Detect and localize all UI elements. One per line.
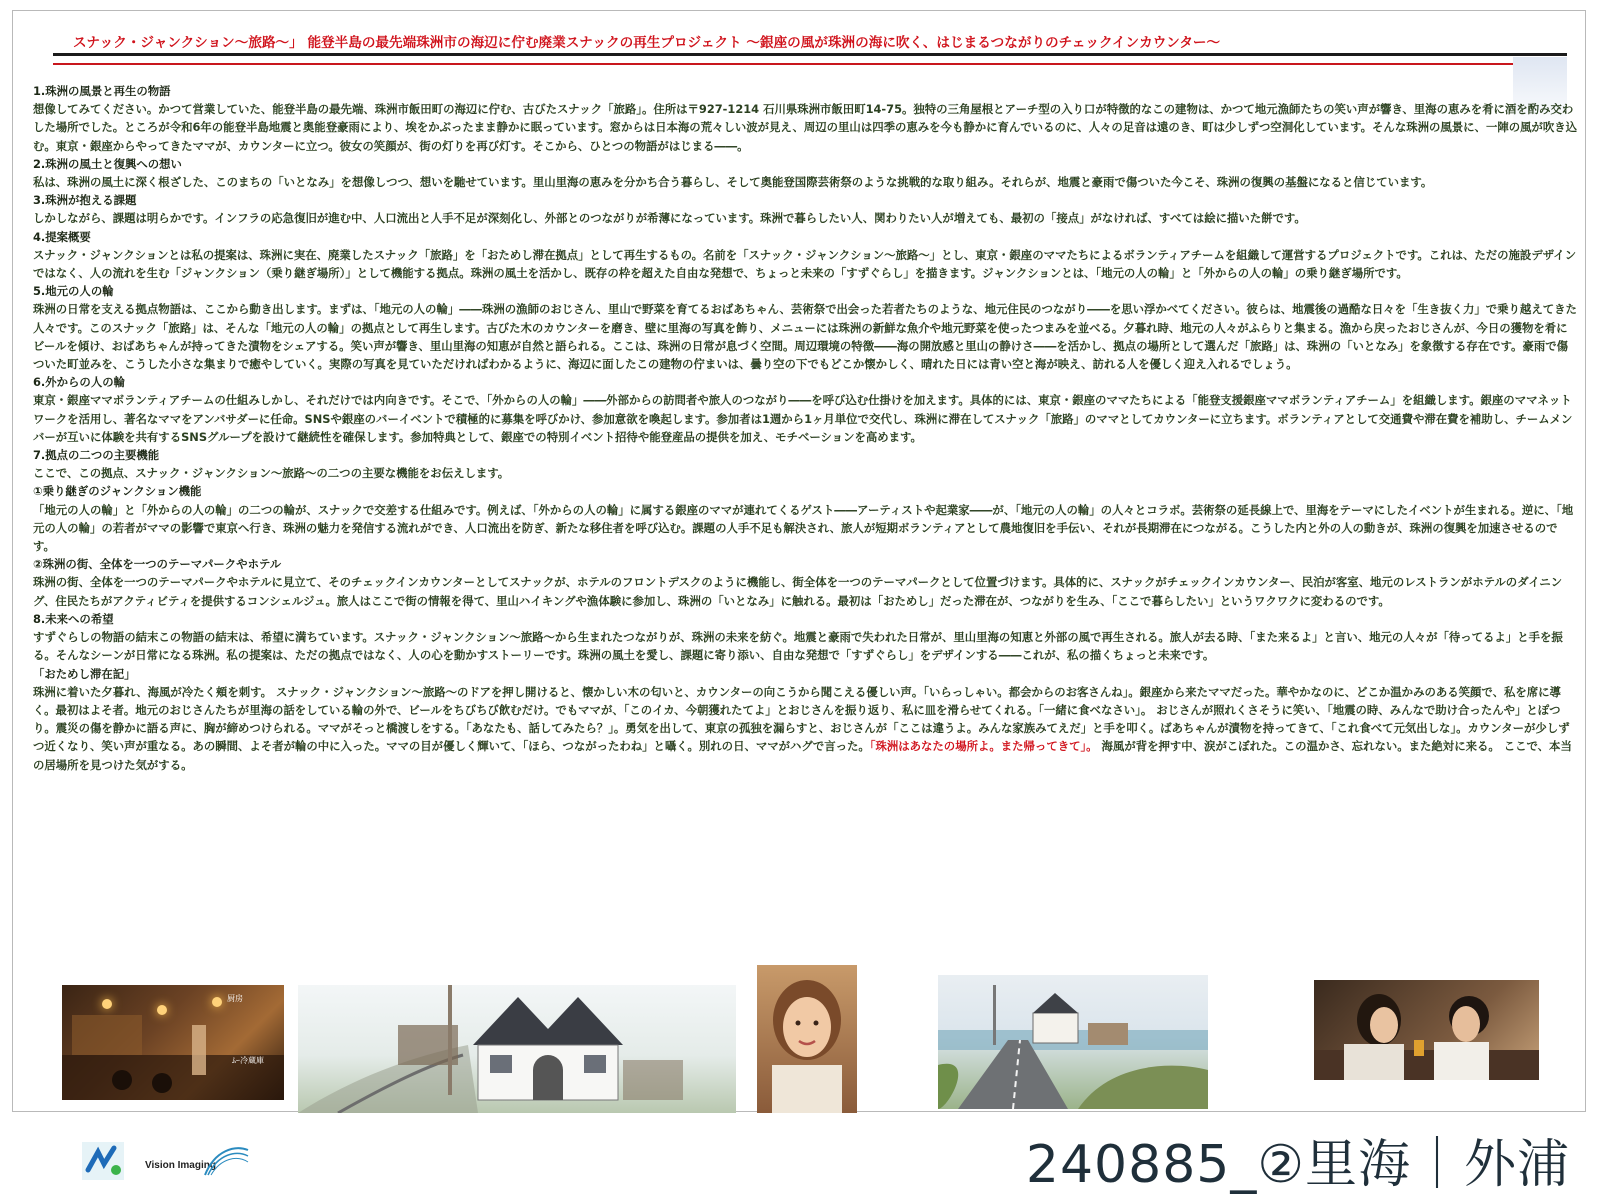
story-text-end: 海風が背を押す中、涙がこぼれた。この温かさ、忘れない。また絶対に来る。 ここで、本当の居場所を見つけた気がする。 [33,739,1572,772]
logo-swoosh-icon [200,1140,250,1180]
snack-building-watercolor [298,985,736,1113]
section-paragraph: 珠洲の日常を支える拠点物語は、ここから動き出します。まずは、「地元の人の輪」――珠洲の漁師のおじさん、里山で野菜を育てるおばあちゃん、芸術祭で出会った若者たちのような、地元住民のつながり――を思い浮かべてください。彼らは、地震後の過酷な日々を「生き抜く力」で乗り越えてきた人々です。このスナック「旅路」は、そんな「地元の人の輪」の拠点として再生します。古びた木のカウンターを磨き、壁に里海の写真を飾り、メニューには珠洲の新鮮な魚介や地元野菜を使ったつまみを並べる。夕暮れ時、地元の人々がふらりと集まる。漁から戻ったおじさんが、今日の獲物を肴にビールを傾け、おばあちゃんが持ってきた漬物をシェアする。笑い声が響き、里山里海の知恵が自然と語られる。ここは、珠洲の日常が息づく空間。周辺環境の特徴――海の開放感と里山の静けさ――を活かし、拠点の場所として選んだ「旅路」は、珠洲の「いとなみ」を象徴する存在です。豪雨で傷ついた町並みを、こうした小さな集まりで癒やしていく。実際の写真を見ていただければわかるように、海辺に面したこの建物の佇まいは、曇り空の下でもどこか懐かしく、晴れた日には青い空と海が映え、訪れる人を優しく迎え入れるでしょう。 [33,302,1577,372]
section-paragraph: 東京・銀座ママボランティアチームの仕組みしかし、それだけでは内向きです。そこで、「外からの人の輪」――外部からの訪問者や旅人のつながり――を呼び込む仕掛けを加えます。具体的には、東京・銀座のママたちによる「能登支援銀座ママボランティアチーム」を組織します。銀座のママネットワークを活用し、著名なママをアンバサダーに任命。SNSや銀座のバーイベントで積極的に募集を呼びかけ、参加意欲を喚起します。参加者は1週から1ヶ月単位で交代し、珠洲に滞在してスナック「旅路」のママとしてカウンターに立ちます。ボランティアとして交通費や滞在費を補助し、チームメンバーが互いに体験を共有するSNSグループを設けて継続性を確保します。参加特典として、銀座での特別イベント招待や能登産品の提供を加え、モチベーションを高めます。 [33,393,1573,444]
section-heading: 3.珠洲が抱える課題 [33,193,137,208]
coastal-road-watercolor [938,975,1208,1109]
bar-couple-illustration [1314,980,1539,1080]
section-heading: 6.外からの人の輪 [33,375,125,390]
bar-counter-shape [62,985,284,1100]
section-paragraph: 珠洲の街、全体を一つのテーマパークやホテルに見立て、そのチェックインカウンターとしてスナックが、ホテルのフロントデスクのように機能し、街全体を一つのテーマパークとして位置づけます。具体的に、スナックがチェックインカウンター、民泊が客室、地元のレストランがホテルのダイニング、住民たちがアクティビティを提供するコンシェルジュ。旅人はここで街の情報を得て、里山ハイキングや漁体験に参加し、珠洲の「いとなみ」に触れる。最初は「おためし」だった滞在が、つながりを生み、「ここで暮らしたい」というワクワクに変わるのです。 [33,575,1563,608]
section-heading: 「おためし滞在記」 [33,666,136,681]
proposal-text [33,82,1578,774]
vision-imaging-logo-icon [80,1140,126,1182]
title-rule-dark [53,53,1567,56]
section-paragraph: ここで、この拠点、スナック・ジャンクション〜旅路〜の二つの主要な機能をお伝えします。 [33,466,510,481]
road-sketch [938,975,1208,1109]
section-paragraph: スナック・ジャンクションとは私の提案は、珠洲に実在、廃業したスナック「旅路」を「おためし滞在拠点」として再生するもの。名前を「スナック・ジャンクション〜旅路〜」とし、東京・銀座のママたちによるボランティアチームを組織して運営するプロジェクトです。これは、ただの施設デザインではなく、人の流れを生む「ジャンクション（乗り継ぎ場所）」として機能する拠点。珠洲の風土を活かし、既存の枠を超えた自由な発想で、ちょっと未来の「すずぐらし」を描きます。ジャンクションとは、「地元の人の輪」と「外からの人の輪」の乗り継ぎ場所です。 [33,247,1577,281]
section-heading: 1.珠洲の風景と再生の物語 [33,84,171,98]
section-heading: 2.珠洲の風土と復興への想い [33,156,182,171]
building-sketch [298,985,736,1113]
section-paragraph: 「地元の人の輪」と「外からの人の輪」の二つの輪が、スナックで交差する仕組みです。例えば、「外からの人の輪」に属する銀座のママが連れてくるゲスト――アーティストや起業家――が、「地元の人の輪」の人々とコラボ。芸術祭の延長線上で、里海をテーマにしたイベントが生まれる。逆に、「地元の人の輪」の若者がママの影響で東京へ行き、珠洲の魅力を発信する流れができ、人口流出を防ぎ、新たな移住者を呼び込む。課題の人手不足も解決され、旅人が短期ボランティアとして農地復旧を手伝い、それが長期滞在につながる。こうした内と外の人の動きが、珠洲の復興を加速させるのです。 [33,502,1574,554]
bar-tag-kitchen: 厨房 [227,994,243,1003]
section-heading: ②珠洲の街、全体を一つのテーマパークやホテル [33,557,282,572]
section-heading: 8.未来への希望 [33,611,114,626]
section-heading: 7.拠点の二つの主要機能 [33,448,160,463]
bar-interior-photo [62,985,284,1100]
section-heading: 4.提案概要 [33,229,91,244]
story-paragraph [33,683,1578,774]
portrait-sketch [757,965,857,1113]
mama-portrait [757,965,857,1113]
poster-title: スナック・ジャンクション〜旅路〜」 能登半島の最先端珠洲市の海辺に佇む廃業スナックの再生プロジェクト 〜銀座の風が珠洲の海に吹く、はじまるつながりのチェックインカウンター〜 [73,35,1221,51]
story-text: 珠洲に着いた夕暮れ、海風が冷たく頬を刺す。 スナック・ジャンクション〜旅路〜のドアを押し開けると、懐かしい木の匂いと、カウンターの向こうから聞こえる優しい声。「いらっしゃい。都会からのお客さんね」。銀座から来たママだった。華やかなのに、どこか温かみのある笑顔で、私を席に導く。最初はよそ者。地元のおじさんたちが里海の話をしている輪の外で、ビールをちびちび飲むだけ。でもママが、「このイカ、今朝獲れたてよ」とおじさんを振り返り、私に皿を滑らせてくれる。「一緒に食べなさい」。 おじさんが照れくさそうに笑い、「地震の時、みんなで助け合ったんや」とぽつり。震災の傷を静かに語る声に、胸が締めつけられる。ママがそっと橋渡しをする。「あなたも、話してみたら？」。勇気を出して、東京の孤独を漏らすと、おじさんが「ここは違うよ。みんな家族みてえだ」と手を叩く。ばあちゃんが漬物を持ってきて、「これ食べて元気出しな」。カウンターが少しずつ近くなり、笑い声が重なる。あの瞬間、よそ者が輪の中に入った。ママの目が優しく輝いて、「ほら、つながったわね」と囁く。別れの日、ママがハグで言った。 [33,684,1570,754]
logo-text: Vision Imaging [145,1160,216,1171]
section-heading: 5.地元の人の輪 [33,284,114,299]
bar-tag-fridge: ﾑｰ冷蔵庫 [232,1056,264,1065]
story-quote: 「珠洲はあなたの場所よ。また帰ってきて」。 [869,739,1098,754]
section-paragraph: 想像してみてください。かつて営業していた、能登半島の最先端、珠洲市飯田町の海辺に佇む、古びたスナック「旅路」。住所は〒927-1214 石川県珠洲市飯田町14-75。独特の三角屋根とアーチ型の入り口が特徴的なこの建物は、かつて地元漁師たちの笑い声が響き、里海の恵みを肴に酒を酌み交わした場所でした。ところが令和6年の能登半島地震と奥能登豪雨により、埃をかぶったまま静かに眠っています。窓からは日本海の荒々しい波が見え、周辺の里山は四季の恵みを今も静かに育んでいるのに、人々の足音は遠のき、町は少しずつ空洞化しています。そんな珠洲の風景に、一陣の風が吹き込む。東京・銀座からやってきたママが、カウンターに立つ。彼女の笑顔が、街の灯りを再び灯す。そこから、ひとつの物語がはじまる――。 [33,102,1578,153]
section-paragraph: 私は、珠洲の風土に深く根ざした、このまちの「いとなみ」を想像しつつ、想いを馳せています。里山里海の恵みを分かち合う暮らし、そして奥能登国際芸術祭のような挑戦的な取り組み。それらが、地震と豪雨で傷ついた今こそ、珠洲の復興の基盤になると信じています。 [33,175,1433,190]
entry-id: 240885_②里海｜外浦 [1025,1135,1570,1195]
couple-sketch [1314,980,1539,1080]
title-rule-red [53,63,1567,65]
section-paragraph: しかしながら、課題は明らかです。インフラの応急復旧が進む中、人口流出と人手不足が深刻化し、外部とのつながりが希薄になっています。珠洲で暮らしたい人、関わりたい人が増えても、最初の「接点」がなければ、すべては絵に描いた餅です。 [33,211,1306,226]
section-paragraph: すずぐらしの物語の結末この物語の結末は、希望に満ちています。スナック・ジャンクション〜旅路〜から生まれたつながりが、珠洲の未来を紡ぐ。地震と豪雨で失われた日常が、里山里海の知恵と外部の風で再生される。旅人が去る時、「また来るよ」と言い、地元の人々が「待ってるよ」と手を振る。そんなシーンが日常になる珠洲。私の提案は、ただの拠点ではなく、人の心を動かすストーリーです。珠洲の風土を愛し、課題に寄り添い、自由な発想で「すずぐらし」をデザインする――これが、私の描くちょっと未来です。 [33,630,1563,663]
section-heading: ①乗り継ぎのジャンクション機能 [33,484,202,499]
